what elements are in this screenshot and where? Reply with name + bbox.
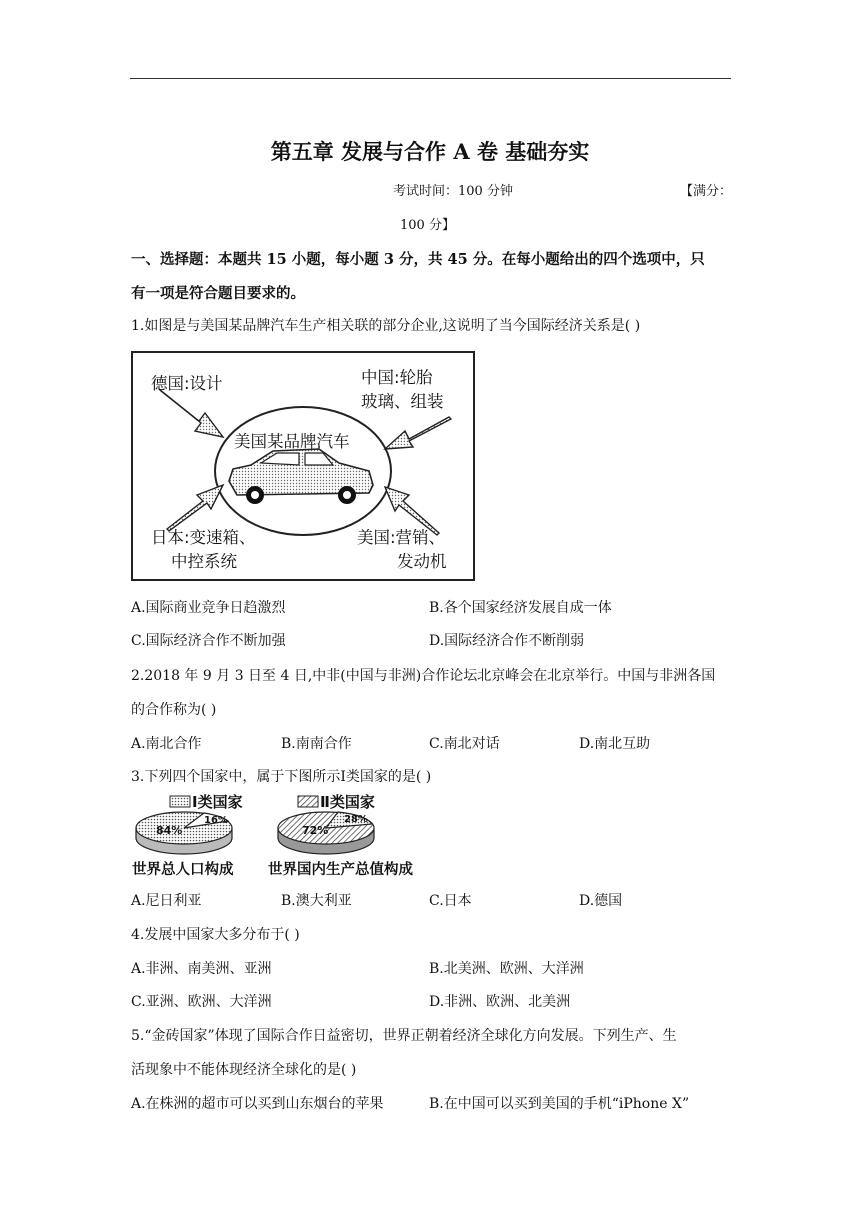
q5-stem-line2: 活现象中不能体现经济全球化的是( ) bbox=[131, 1062, 357, 1078]
legend-swatch-type1 bbox=[170, 796, 190, 807]
arrow-japan-icon bbox=[167, 485, 223, 531]
caption-population: 世界总人口构成 bbox=[132, 862, 234, 878]
q4-option-c: C.亚洲、欧洲、大洋洲 bbox=[131, 994, 272, 1010]
full-score-label: 【满分： bbox=[680, 184, 733, 199]
exam-time: 考试时间：100 分钟 bbox=[393, 184, 513, 199]
q4-stem: 4.发展中国家大多分布于( ) bbox=[131, 927, 300, 943]
q1-option-c: C.国际经济合作不断加强 bbox=[131, 633, 286, 649]
q3-stem: 3.下列四个国家中，属于下图所示Ⅰ类国家的是( ) bbox=[131, 769, 432, 785]
pie1-label-84: 84% bbox=[156, 824, 183, 837]
q4-option-a: A.非洲、南美洲、亚洲 bbox=[131, 961, 272, 977]
label-china-line1: 中国:轮胎 bbox=[361, 368, 433, 387]
q1-option-a: A.国际商业竞争日趋激烈 bbox=[131, 600, 286, 616]
section-heading-line1: 一、选择题：本题共 15 小题，每小题 3 分，共 45 分。在每小题给出的四个选项中，只 bbox=[131, 251, 705, 268]
q3-option-c: C.日本 bbox=[429, 893, 472, 909]
arrow-china-icon bbox=[385, 417, 451, 449]
q5-stem-line1: 5.“金砖国家”体现了国际合作日益密切，世界正朝着经济全球化方向发展。下列生产、生 bbox=[131, 1028, 677, 1044]
q5-option-b: B.在中国可以买到美国的手机“iPhone X” bbox=[429, 1096, 690, 1112]
q4-option-d: D.非洲、欧洲、北美洲 bbox=[429, 994, 571, 1010]
legend-type1: Ⅰ类国家 bbox=[192, 793, 243, 811]
label-japan-line2: 中控系统 bbox=[171, 552, 237, 571]
pie2-label-28: 28% bbox=[344, 814, 368, 825]
section-heading-line2: 有一项是符合题目要求的。 bbox=[131, 285, 305, 302]
q3-option-a: A.尼日利亚 bbox=[131, 893, 202, 909]
q2-option-c: C.南北对话 bbox=[429, 736, 500, 752]
pie2-label-72: 72% bbox=[302, 824, 329, 837]
legend-type2: Ⅱ类国家 bbox=[320, 793, 375, 811]
q1-stem: 1.如图是与美国某品牌汽车生产相关联的部分企业,这说明了当今国际经济关系是( ) bbox=[131, 318, 641, 334]
q2-option-b: B.南南合作 bbox=[281, 736, 352, 752]
q1-figure-car-production bbox=[131, 351, 475, 581]
label-japan-line1: 日本:变速箱、 bbox=[151, 528, 256, 547]
label-germany: 德国:设计 bbox=[151, 374, 223, 393]
q3-option-b: B.澳大利亚 bbox=[281, 893, 352, 909]
q3-option-d: D.德国 bbox=[579, 893, 623, 909]
header-rule bbox=[130, 78, 731, 79]
arrow-germany-icon bbox=[159, 389, 223, 437]
page-title: 第五章 发展与合作 A 卷 基础夯实 bbox=[270, 139, 590, 164]
pie1-label-16: 16% bbox=[204, 815, 228, 826]
label-china-line2: 玻璃、组装 bbox=[361, 392, 444, 411]
label-usa-line1: 美国:营销、 bbox=[357, 528, 446, 547]
legend-swatch-type2 bbox=[298, 796, 318, 807]
q4-option-b: B.北美洲、欧洲、大洋洲 bbox=[429, 961, 584, 977]
q2-option-d: D.南北互助 bbox=[579, 736, 651, 752]
q1-option-d: D.国际经济合作不断削弱 bbox=[429, 633, 585, 649]
q2-stem-line1: 2.2018 年 9 月 3 日至 4 日,中非(中国与非洲)合作论坛北京峰会在北京举行。中国与非洲各国 bbox=[131, 668, 716, 684]
q2-option-a: A.南北合作 bbox=[131, 736, 202, 752]
label-usa-line2: 发动机 bbox=[397, 552, 447, 571]
q5-option-a: A.在株洲的超市可以买到山东烟台的苹果 bbox=[131, 1096, 384, 1112]
q3-figure-pie-charts bbox=[132, 788, 442, 880]
full-score-value: 100 分】 bbox=[400, 218, 455, 233]
q1-option-b: B.各个国家经济发展自成一体 bbox=[429, 600, 612, 616]
label-center: 美国某品牌汽车 bbox=[234, 432, 350, 451]
q2-stem-line2: 的合作称为( ) bbox=[131, 702, 217, 718]
caption-gdp: 世界国内生产总值构成 bbox=[268, 862, 413, 878]
